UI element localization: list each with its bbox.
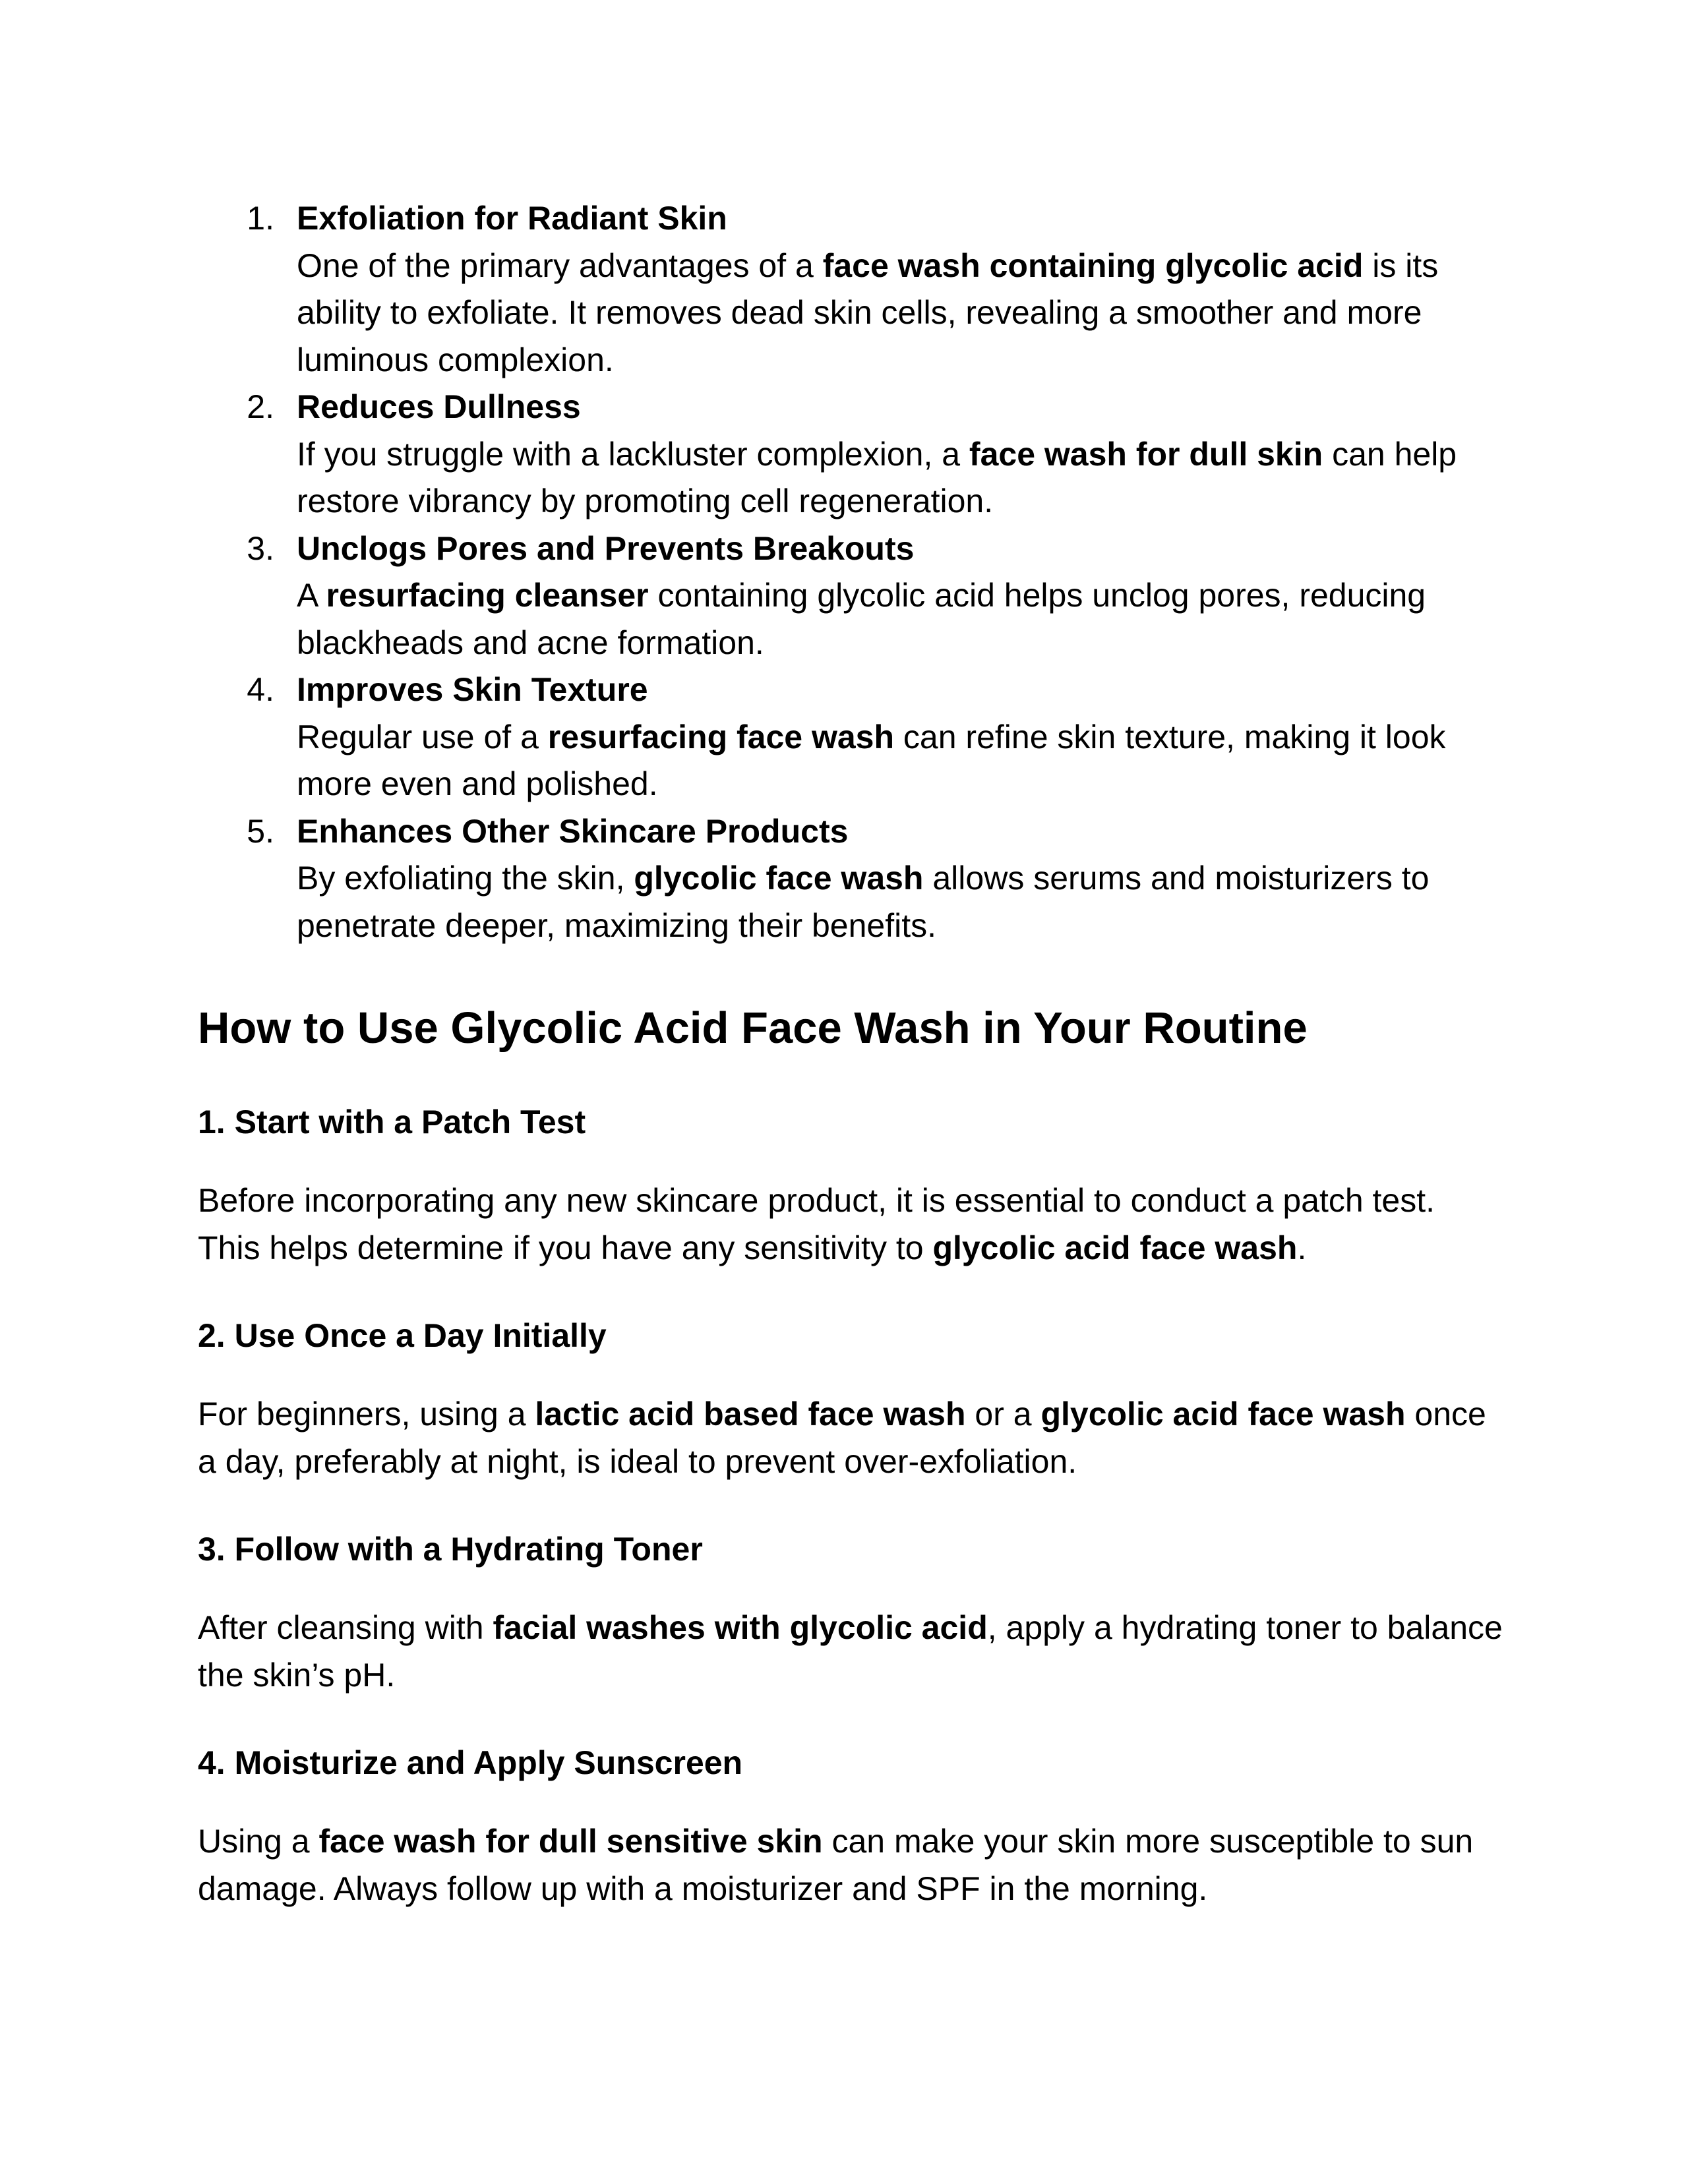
keyword-bold: lactic acid based face wash [535, 1396, 966, 1432]
list-number: 3. [247, 529, 274, 567]
step-paragraph [198, 1391, 1503, 1485]
keyword-bold: facial washes with glycolic acid [493, 1609, 988, 1646]
step-heading: 3. Follow with a Hydrating Toner [198, 1531, 703, 1568]
list-item [198, 666, 1503, 808]
text-run: After cleansing with [198, 1609, 493, 1646]
text-run: A [297, 577, 326, 614]
keyword-bold: face wash for dull skin [969, 435, 1323, 473]
list-item [198, 195, 1503, 384]
step-paragraph [198, 1818, 1503, 1912]
text-run: By exfoliating the skin, [297, 860, 634, 897]
text-run: is its ability to exfoliate. It removes dead skin cells, revealing a smoother and more luminous complexion. [297, 247, 1439, 378]
text-run: For beginners, using a [198, 1396, 535, 1432]
benefit-description [297, 855, 1503, 949]
text-run: . [1297, 1229, 1307, 1266]
text-run: can help restore vibrancy by promoting cell regeneration. [297, 435, 1457, 519]
keyword-bold: glycolic acid face wash [1040, 1396, 1406, 1432]
benefit-title: Exfoliation for Radiant Skin [297, 200, 727, 237]
keyword-bold: face wash for dull sensitive skin [318, 1823, 823, 1860]
keyword-bold: resurfacing cleanser [326, 577, 649, 614]
step-paragraph [198, 1605, 1503, 1699]
text-run: can make your skin more susceptible to sun damage. Always follow up with a moisturizer and SPF in the morning. [198, 1823, 1474, 1907]
text-run: Regular use of a [297, 718, 548, 755]
text-run: containing glycolic acid helps unclog pores, reducing blackheads and acne formation. [297, 577, 1426, 661]
text-run: Before incorporating any new skincare product, it is essential to conduct a patch test. This helps determine if you have any sensitivity to [198, 1182, 1435, 1266]
keyword-bold: resurfacing face wash [547, 718, 895, 755]
step-heading: 2. Use Once a Day Initially [198, 1317, 607, 1354]
benefit-title: Enhances Other Skincare Products [297, 812, 849, 850]
benefit-description [297, 243, 1503, 384]
benefit-title: Improves Skin Texture [297, 671, 648, 708]
section-heading: How to Use Glycolic Acid Face Wash in Your Routine [198, 1003, 1308, 1053]
benefit-description [297, 431, 1503, 525]
list-number: 2. [247, 388, 274, 425]
keyword-bold: face wash containing glycolic acid [822, 247, 1364, 284]
keyword-bold: glycolic face wash [634, 860, 924, 897]
step-heading: 1. Start with a Patch Test [198, 1104, 586, 1140]
text-run: can refine skin texture, making it look more even and polished. [297, 718, 1446, 802]
text-run: Using a [198, 1823, 319, 1860]
benefits-list [198, 195, 1503, 949]
benefit-description [297, 572, 1503, 666]
benefit-description [297, 714, 1503, 808]
list-number: 1. [247, 200, 274, 237]
list-item [198, 808, 1503, 950]
text-run: allows serums and moisturizers to penetrate deeper, maximizing their benefits. [297, 860, 1430, 944]
list-number: 5. [247, 812, 274, 850]
benefit-title: Reduces Dullness [297, 388, 581, 425]
text-run: once a day, preferably at night, is ideal to prevent over-exfoliation. [198, 1396, 1486, 1480]
list-item [198, 384, 1503, 525]
text-run: If you struggle with a lackluster complexion, a [297, 435, 969, 473]
text-run: One of the primary advantages of a [297, 247, 823, 284]
list-item [198, 525, 1503, 667]
keyword-bold: glycolic acid face wash [932, 1229, 1298, 1266]
text-run: , apply a hydrating toner to balance the skin’s pH. [198, 1609, 1503, 1694]
step-paragraph [198, 1177, 1503, 1272]
step-heading: 4. Moisturize and Apply Sunscreen [198, 1744, 743, 1781]
benefit-title: Unclogs Pores and Prevents Breakouts [297, 529, 915, 567]
list-number: 4. [247, 671, 274, 708]
text-run: or a [965, 1396, 1041, 1432]
